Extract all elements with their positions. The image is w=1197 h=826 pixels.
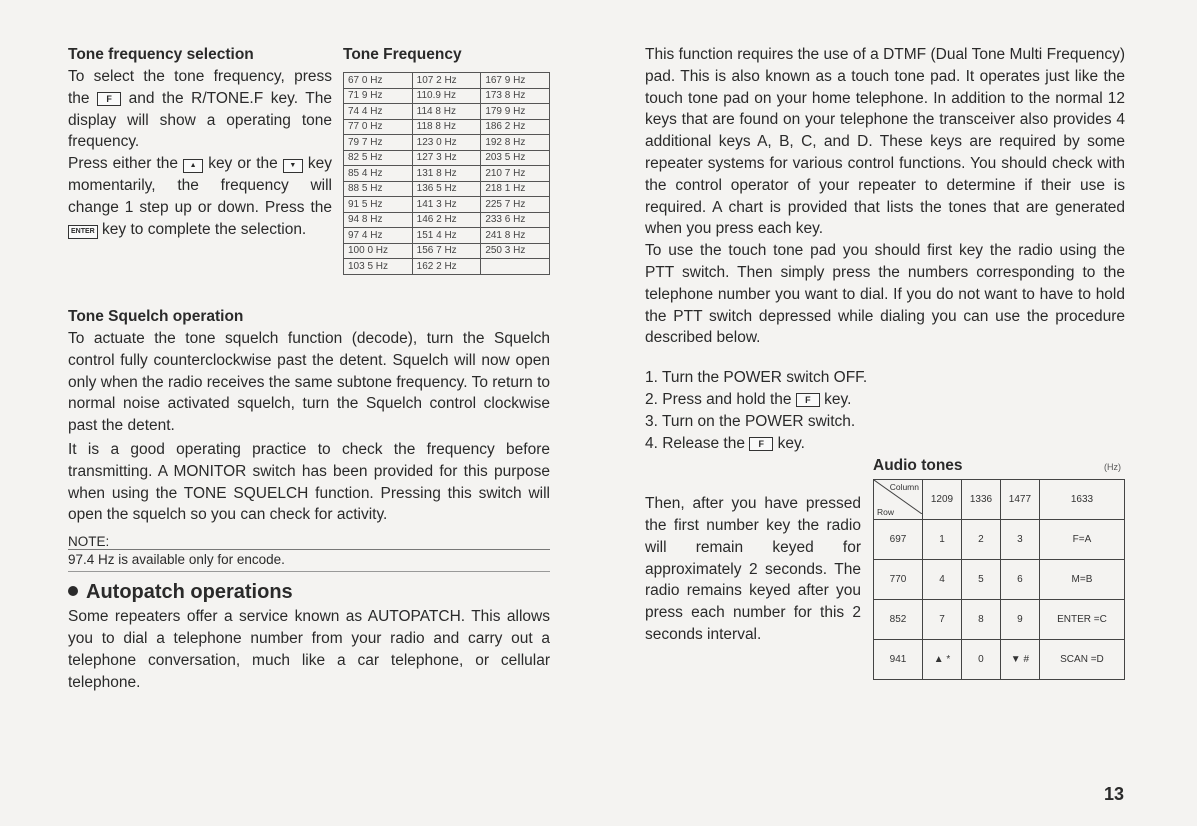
table-cell: 156 7 Hz xyxy=(412,243,481,259)
tone-selection-intro xyxy=(68,44,332,240)
tone-selection-p1b: and the R/TONE.F key. The display will show a operating tone frequency. xyxy=(68,89,332,151)
table-cell: 0 xyxy=(961,640,1000,680)
tone-selection-title: Tone frequency selection xyxy=(68,46,254,63)
table-cell: ▲ * xyxy=(923,640,962,680)
table-cell: ENTER =C xyxy=(1039,600,1124,640)
table-row xyxy=(344,119,550,135)
column-header: 1477 xyxy=(1000,480,1039,520)
step-4 xyxy=(645,433,1125,455)
step-2-text: 2. Press and hold the xyxy=(645,391,792,409)
table-cell: 241 8 Hz xyxy=(481,228,550,244)
step-4-suffix: key. xyxy=(777,435,805,453)
table-row xyxy=(344,104,550,120)
table-row xyxy=(344,197,550,213)
table-cell: 127 3 Hz xyxy=(412,150,481,166)
table-cell: 162 2 Hz xyxy=(412,259,481,275)
tone-selection-p1a: To select the tone frequency, press the xyxy=(68,68,332,107)
table-row xyxy=(344,135,550,151)
row-header: 941 xyxy=(874,640,923,680)
tone-selection-p2b: key or the xyxy=(208,155,278,173)
table-cell: 107 2 Hz xyxy=(412,73,481,89)
note-label: NOTE: xyxy=(68,534,550,550)
tone-selection-text xyxy=(68,66,332,240)
f-key-icon: F xyxy=(97,92,121,106)
step-1: 1. Turn the POWER switch OFF. xyxy=(645,369,868,387)
row-header: 697 xyxy=(874,520,923,560)
table-cell: 225 7 Hz xyxy=(481,197,550,213)
table-cell: 77 0 Hz xyxy=(344,119,413,135)
table-cell: 71 9 Hz xyxy=(344,88,413,104)
table-cell: 74 4 Hz xyxy=(344,104,413,120)
row-header: 770 xyxy=(874,560,923,600)
table-cell: 250 3 Hz xyxy=(481,243,550,259)
table-cell: 5 xyxy=(961,560,1000,600)
enter-key-icon: ENTER xyxy=(68,225,98,239)
table-cell: 218 1 Hz xyxy=(481,181,550,197)
table-cell: SCAN =D xyxy=(1039,640,1124,680)
table-cell xyxy=(481,259,550,275)
table-cell: 91 5 Hz xyxy=(344,197,413,213)
table-cell: 8 xyxy=(961,600,1000,640)
table-header-row xyxy=(874,480,1125,520)
right-column xyxy=(645,44,1125,695)
f-key-icon: F xyxy=(796,393,820,407)
table-row xyxy=(874,600,1125,640)
table-cell: 2 xyxy=(961,520,1000,560)
squelch-section xyxy=(68,306,550,526)
table-cell: 151 4 Hz xyxy=(412,228,481,244)
table-row xyxy=(344,150,550,166)
tone-selection-p2c: key momentarily, the frequency will change 1 step up or down. Press the xyxy=(68,155,332,216)
table-cell: 192 8 Hz xyxy=(481,135,550,151)
table-cell: 167 9 Hz xyxy=(481,73,550,89)
audio-tones-table xyxy=(873,479,1125,680)
table-cell: 9 xyxy=(1000,600,1039,640)
table-row xyxy=(344,181,550,197)
f-key-icon: F xyxy=(749,437,773,451)
step-2-suffix: key. xyxy=(824,391,852,409)
tone-frequency-table-block xyxy=(343,44,550,275)
audio-tones-unit: (Hz) xyxy=(1104,462,1121,473)
table-cell: 179 9 Hz xyxy=(481,104,550,120)
table-cell: 1 xyxy=(923,520,962,560)
table-cell: 97 4 Hz xyxy=(344,228,413,244)
table-cell: 82 5 Hz xyxy=(344,150,413,166)
table-row xyxy=(344,88,550,104)
table-cell: 210 7 Hz xyxy=(481,166,550,182)
table-row xyxy=(344,259,550,275)
dtmf-paragraph-2: To use the touch tone pad you should first key the radio using the PTT switch. Then simply press the numbers corresponding to the telephone number you want to dial. If you do not want to have to hold the PTT switch depressed while dialing you can use the procedure described below. xyxy=(645,242,1125,347)
tone-selection-p2a: Press either the xyxy=(68,155,179,173)
tone-frequency-title: Tone Frequency xyxy=(343,46,462,63)
step-2 xyxy=(645,389,1125,411)
table-cell: 131 8 Hz xyxy=(412,166,481,182)
table-cell: 118 8 Hz xyxy=(412,119,481,135)
table-row xyxy=(874,520,1125,560)
then-paragraph: Then, after you have pressed the first number key the radio will remain keyed for approximately 2 seconds. The radio remains keyed after you press each number for this 2 seconds interval. xyxy=(645,495,861,643)
down-key-icon: ▼ xyxy=(283,159,303,173)
note-text: 97.4 Hz is available only for encode. xyxy=(68,550,550,572)
tone-frequency-table xyxy=(343,72,550,275)
table-cell: 233 6 Hz xyxy=(481,212,550,228)
lower-block xyxy=(645,455,1125,695)
table-cell: 88 5 Hz xyxy=(344,181,413,197)
table-cell: 141 3 Hz xyxy=(412,197,481,213)
autopatch-title xyxy=(68,578,550,606)
table-cell: 6 xyxy=(1000,560,1039,600)
column-header: 1209 xyxy=(923,480,962,520)
row-header: 852 xyxy=(874,600,923,640)
up-key-icon: ▲ xyxy=(183,159,203,173)
step-3: 3. Turn on the POWER switch. xyxy=(645,413,856,431)
left-column xyxy=(68,44,550,693)
squelch-title: Tone Squelch operation xyxy=(68,308,244,325)
table-cell: 186 2 Hz xyxy=(481,119,550,135)
tone-selection-p2d: key to complete the selection. xyxy=(102,220,307,238)
audio-tones-title: Audio tones xyxy=(873,457,963,475)
table-row xyxy=(344,243,550,259)
column-label: Column xyxy=(889,482,919,493)
table-cell: 110.9 Hz xyxy=(412,88,481,104)
table-row xyxy=(344,228,550,244)
dtmf-paragraph-1: This function requires the use of a DTMF (Dual Tone Multi Frequency) pad. This is also known as a touch tone pad. It operates just like the touch tone pad on your home telephone. In addition to the normal 12 keys that are found on your telephone the transceiver also provides 4 additional keys A, B, C, and D. These keys are required by some repeater systems for various control functions. You should check with the control operator of your repeater to determine if their use is required. A chart is provided that lists the tones that are generated when you press each key. xyxy=(645,46,1125,238)
table-cell: F=A xyxy=(1039,520,1124,560)
table-row xyxy=(344,166,550,182)
table-cell: 85 4 Hz xyxy=(344,166,413,182)
autopatch-text: Some repeaters offer a service known as AUTOPATCH. This allows you to dial a telephone number from your radio and carry out a telephone conversation, much like a car telephone, or cellular telephone. xyxy=(68,608,550,691)
column-header: 1336 xyxy=(961,480,1000,520)
table-cell: 136 5 Hz xyxy=(412,181,481,197)
table-row xyxy=(874,560,1125,600)
squelch-paragraph-1: To actuate the tone squelch function (decode), turn the Squelch control fully counterclockwise past the detent. Squelch will now open only when the radio receives the same subtone frequency. To return to normal noise activated squelch, turn the Squelch control clockwise past the detent. xyxy=(68,330,550,435)
procedure-steps xyxy=(645,367,1125,455)
table-cell: 79 7 Hz xyxy=(344,135,413,151)
table-cell: 7 xyxy=(923,600,962,640)
table-cell: 4 xyxy=(923,560,962,600)
squelch-paragraph-2: It is a good operating practice to check the frequency before transmitting. A MONITOR switch has been provided for this purpose when using the TONE SQUELCH function. Pressing this switch will open the squelch so you can check for activity. xyxy=(68,440,550,524)
table-cell: 103 5 Hz xyxy=(344,259,413,275)
table-cell: 173 8 Hz xyxy=(481,88,550,104)
table-row xyxy=(874,640,1125,680)
column-header: 1633 xyxy=(1039,480,1124,520)
table-row xyxy=(344,212,550,228)
step-4-text: 4. Release the xyxy=(645,435,745,453)
row-label: Row xyxy=(877,507,895,518)
table-cell: 3 xyxy=(1000,520,1039,560)
table-cell: 100 0 Hz xyxy=(344,243,413,259)
table-cell: 203 5 Hz xyxy=(481,150,550,166)
table-cell: 146 2 Hz xyxy=(412,212,481,228)
autopatch-title-text: Autopatch operations xyxy=(86,581,293,604)
table-cell: ▼ # xyxy=(1000,640,1039,680)
tone-selection-block xyxy=(68,44,550,294)
table-cell: 94 8 Hz xyxy=(344,212,413,228)
audio-tones-header xyxy=(873,455,1125,477)
table-corner-cell xyxy=(874,480,923,520)
bullet-icon xyxy=(68,586,78,596)
audio-tones-block xyxy=(873,455,1125,680)
table-cell: 67 0 Hz xyxy=(344,73,413,89)
page-number: 13 xyxy=(1104,784,1125,804)
table-row xyxy=(344,73,550,89)
table-cell: M=B xyxy=(1039,560,1124,600)
table-cell: 123 0 Hz xyxy=(412,135,481,151)
table-cell: 114 8 Hz xyxy=(412,104,481,120)
